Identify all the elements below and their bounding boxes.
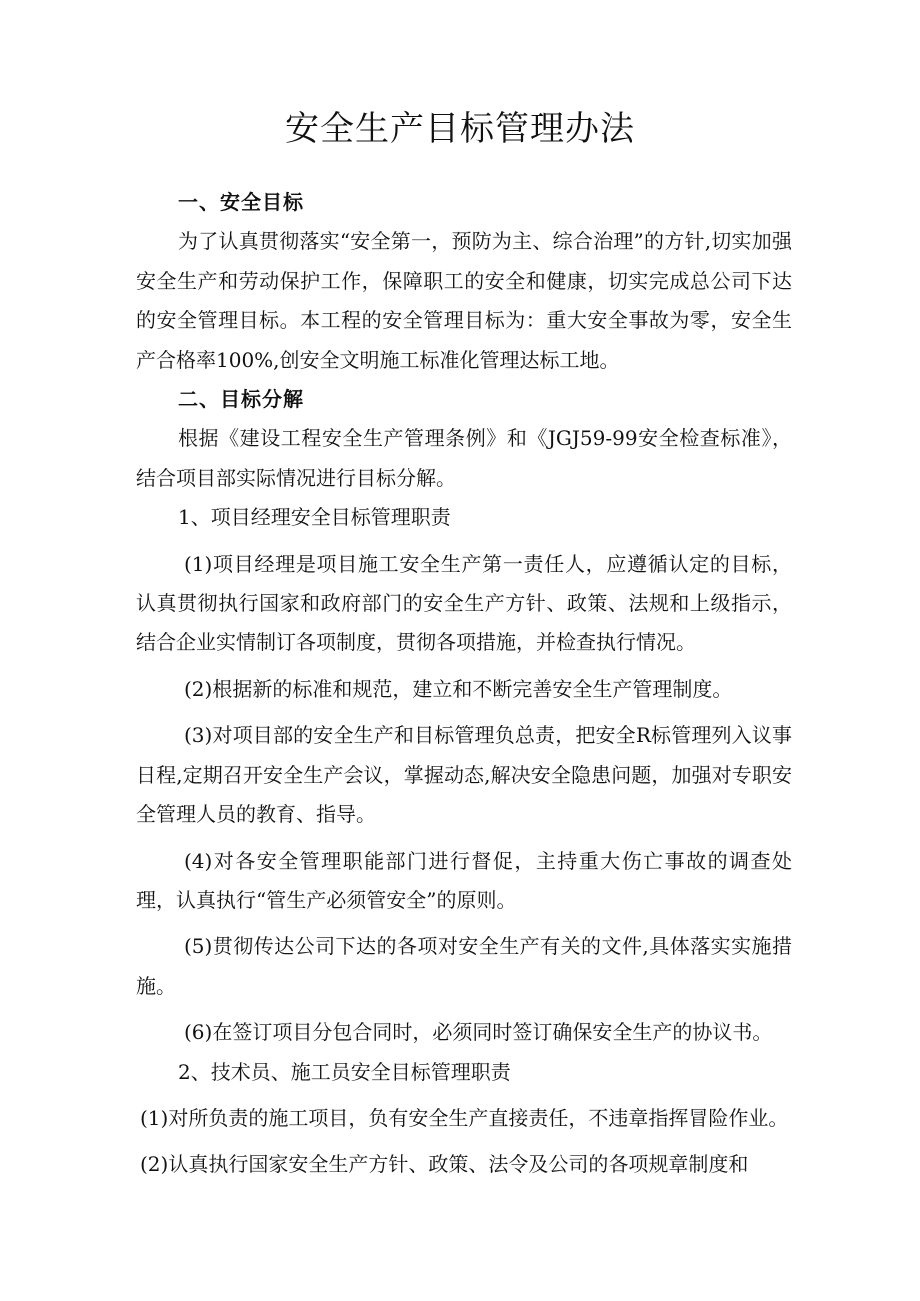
list-item-tech-1: (1)对所负责的施工项目，负有安全生产直接责任，不违章指挥冒险作业。 <box>140 1105 789 1130</box>
list-item-pm-2: (2)根据新的标准和规范，建立和不断完善安全生产管理制度。 <box>184 676 733 701</box>
list-item-pm-3: (3)对项目部的安全生产和目标管理负总责，把安全R标管理列入议事日程,定期召开安全生产会议，掌握动态,解决安全隐患问题，加强对专职安全管理人员的教育、指导。 <box>136 723 792 827</box>
document-title: 安全生产目标管理办法 <box>285 109 635 149</box>
document-body <box>136 183 792 1185</box>
list-item-pm-4: (4)对各安全管理职能部门进行督促，主持重大伤亡事故的调查处理，认真执行“管生产必须管安全”的原则。 <box>136 848 792 912</box>
list-item-pm-1: (1)项目经理是项目施工安全生产第一责任人，应遵循认定的目标，认真贯彻执行国家和政府部门的安全生产方针、政策、法规和上级指示，结合企业实情制订各项制度，贯彻各项措施，并检查执行情况。 <box>136 551 792 655</box>
list-item-pm-5: (5)贯彻传达公司下达的各项对安全生产有关的文件,具体落实实施措施。 <box>136 934 792 998</box>
list-item-tech-2: (2)认真执行国家安全生产方针、政策、法令及公司的各项规章制度和 <box>140 1152 749 1177</box>
paragraph-safety-goal: 为了认真贯彻落实“安全第一，预防为主、综合治理”的方针,切实加强安全生产和劳动保护工作，保障职工的安全和健康，切实完成总公司下达的安全管理目标。本工程的安全管理目标为：重大安全事故为零，安全生产合格率100%,创安全文明施工标准化管理达标工地。 <box>136 229 792 372</box>
list-item-pm-6: (6)在签订项目分包合同时，必须同时签订确保安全生产的协议书。 <box>184 1020 773 1045</box>
paragraph-goal-breakdown: 根据《建设工程安全生产管理条例》和《JGJ59-99安全检查标准》，结合项目部实际情况进行目标分解。 <box>136 426 792 490</box>
subsection-heading-project-manager: 1、项目经理安全目标管理职责 <box>178 505 451 530</box>
subsection-heading-technician: 2、技术员、施工员安全目标管理职责 <box>178 1059 511 1084</box>
section-heading-safety-goal: 一、安全目标 <box>178 190 304 214</box>
section-heading-goal-breakdown: 二、目标分解 <box>178 387 304 412</box>
